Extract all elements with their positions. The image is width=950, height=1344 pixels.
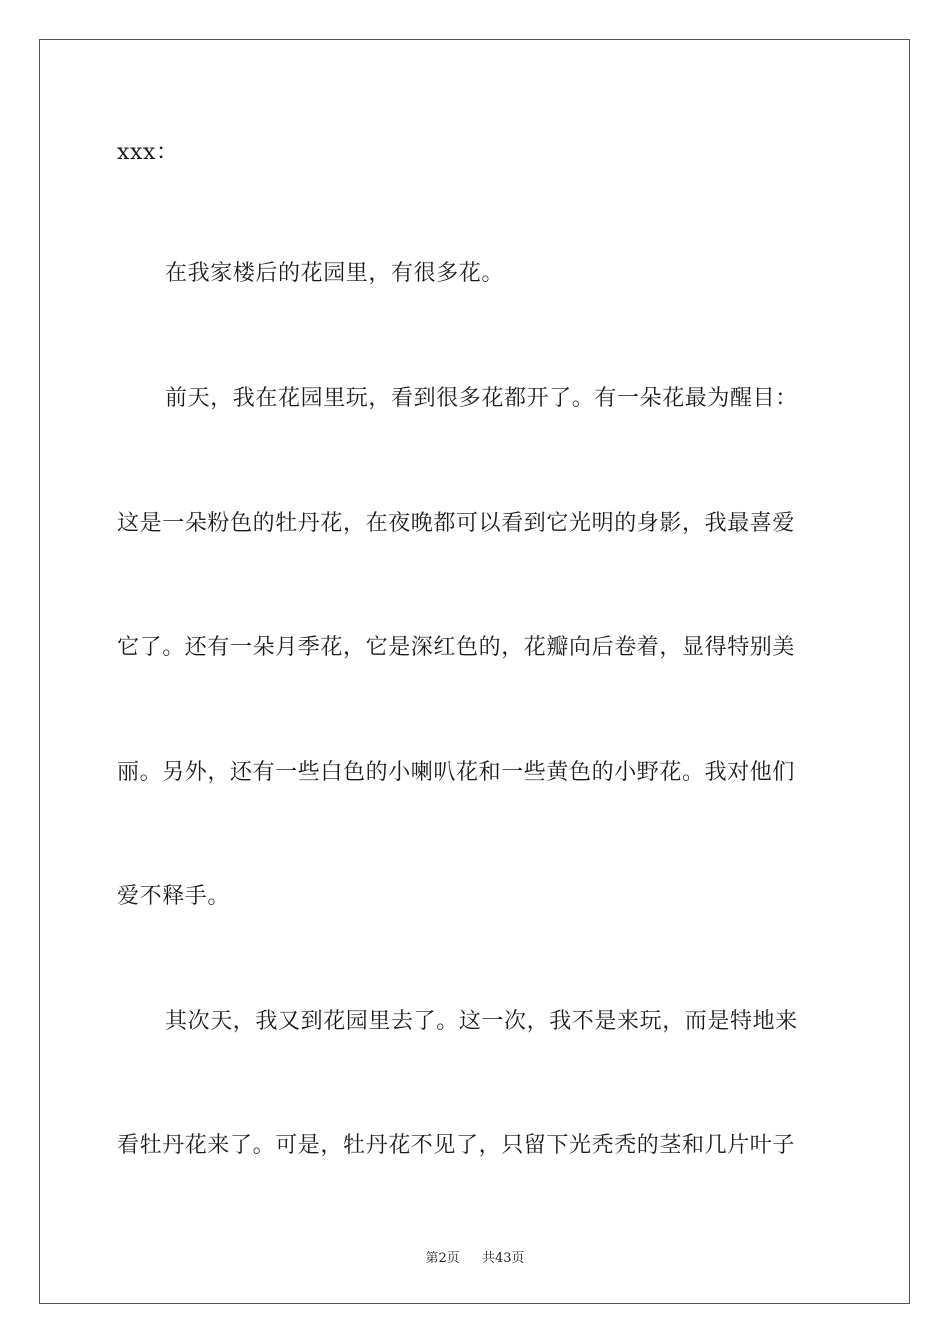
paragraph-line: 丽。另外，还有一些白色的小喇叭花和一些黄色的小野花。我对他们 bbox=[117, 760, 796, 785]
paragraph-line: 爱不释手。 bbox=[117, 884, 231, 909]
paragraph-line: 看牡丹花来了。可是，牡丹花不见了，只留下光秃秃的茎和几片叶子 bbox=[117, 1133, 796, 1158]
page-number: 第2页 bbox=[425, 1251, 460, 1266]
paragraph-line: 在我家楼后的花园里，有很多花。 bbox=[165, 261, 505, 286]
paragraph-line: 前天，我在花园里玩，看到很多花都开了。有一朵花最为醒目： bbox=[165, 386, 798, 411]
salutation: xxx： bbox=[117, 140, 179, 165]
paragraph-line: 它了。还有一朵月季花，它是深红色的，花瓣向后卷着，显得特别美 bbox=[117, 635, 796, 660]
paragraph-line: 这是一朵粉色的牡丹花，在夜晚都可以看到它光明的身影，我最喜爱 bbox=[117, 511, 796, 536]
paragraph-line: 其次天，我又到花园里去了。这一次，我不是来玩，而是特地来 bbox=[165, 1009, 798, 1034]
page-border bbox=[39, 39, 910, 1304]
page-footer bbox=[0, 1247, 950, 1266]
page-total: 共43页 bbox=[482, 1251, 525, 1266]
